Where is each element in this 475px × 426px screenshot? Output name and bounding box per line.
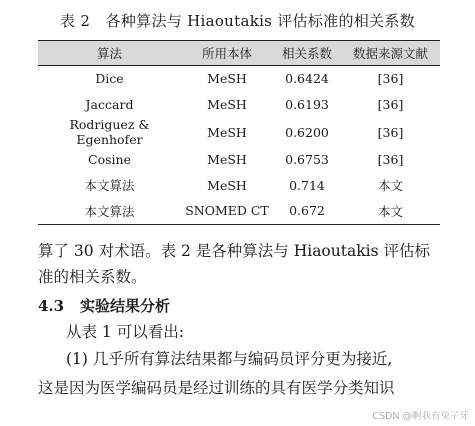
- paragraph-line-2: 准的相关系数。: [38, 268, 147, 286]
- cell-correlation: 0.672: [273, 198, 341, 224]
- header-correlation: 相关系数: [273, 41, 341, 66]
- body-line-3: 这是因为医学编码员是经过训练的具有医学分类知识: [38, 379, 395, 397]
- table-row: [38, 66, 440, 92]
- cell-source: [36]: [377, 124, 404, 140]
- paragraph-line-1: 算了 30 对术语。表 2 是各种算法与 Hiaoutakis 评估标: [38, 242, 430, 260]
- header-ontology: 所用本体: [181, 41, 273, 66]
- body-line-1: 从表 1 可以看出:: [66, 323, 184, 341]
- cell-ontology: SNOMED CT: [181, 198, 273, 224]
- cell-correlation: 0.714: [289, 177, 325, 193]
- section-title: 实验结果分析: [80, 297, 171, 315]
- cell-algorithm: Jaccard: [85, 96, 134, 112]
- header-source: 数据来源文献: [341, 41, 440, 66]
- cell-ontology: MeSH: [207, 124, 247, 140]
- cell-ontology: MeSH: [207, 71, 247, 87]
- table-header-row: [38, 41, 440, 66]
- cell-source: [36]: [377, 71, 404, 87]
- cell-source: [36]: [377, 152, 404, 168]
- cell-ontology: MeSH: [207, 96, 247, 112]
- cell-algorithm: Cosine: [88, 152, 131, 168]
- body-line-2: (1) 几乎所有算法结果都与编码员评分更为接近,: [66, 350, 393, 368]
- table-row: [38, 173, 440, 199]
- table-row: [38, 198, 440, 224]
- cell-ontology: MeSH: [207, 152, 247, 168]
- cell-algorithm: Dice: [95, 71, 124, 87]
- section-heading: [38, 295, 170, 316]
- correlation-table: [38, 40, 440, 225]
- cell-source: [36]: [377, 96, 404, 112]
- table-row: [38, 92, 440, 118]
- cell-algorithm: 本文算法: [38, 198, 181, 224]
- cell-correlation: 0.6753: [285, 152, 329, 168]
- watermark: CSDN @啊我有兔子牙: [372, 411, 469, 422]
- cell-source: 本文: [341, 198, 440, 224]
- cell-algorithm: Rodriguez & Egenhofer: [69, 117, 150, 147]
- cell-source: 本文: [377, 178, 403, 194]
- cell-correlation: 0.6200: [285, 124, 329, 140]
- header-algorithm: 算法: [38, 41, 181, 66]
- table-row: [38, 147, 440, 173]
- cell-correlation: 0.6424: [285, 71, 329, 87]
- table-row: [38, 117, 440, 147]
- table-caption: 表 2 各种算法与 Hiaoutakis 评估标准的相关系数: [60, 12, 415, 30]
- cell-correlation: 0.6193: [285, 96, 329, 112]
- cell-ontology: MeSH: [207, 177, 247, 193]
- cell-algorithm: 本文算法: [84, 178, 135, 194]
- section-number: 4.3: [38, 297, 65, 315]
